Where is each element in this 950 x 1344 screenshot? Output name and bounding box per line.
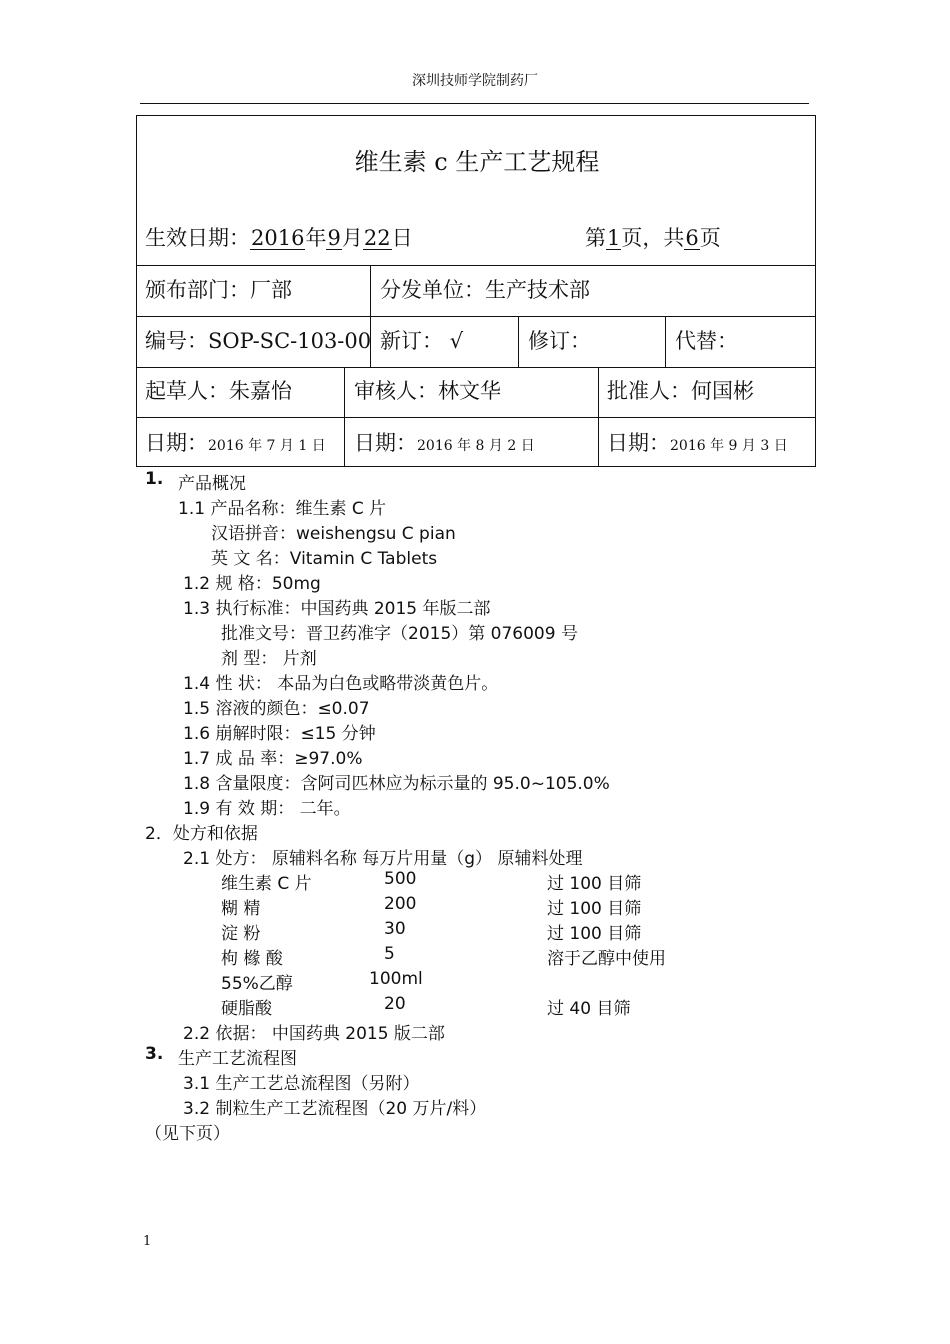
reviewer: 审核人：林文华: [354, 379, 501, 403]
recipe-amount: 200: [384, 894, 417, 914]
col-divider: [518, 316, 519, 367]
page-count: [585, 222, 721, 252]
section-2-title: 2．处方和依据: [145, 824, 258, 844]
page-prefix: 第: [585, 226, 606, 250]
pinyin-name: 汉语拼音：weishengsu C pian: [211, 524, 456, 544]
recipe-process: 溶于乙醇中使用: [547, 949, 666, 969]
document-title: 维生素 c 生产工艺规程: [354, 148, 600, 176]
drafter: 起草人：朱嘉怡: [145, 379, 292, 403]
col-divider: [370, 316, 371, 367]
section-3-number: 3.: [145, 1044, 164, 1064]
section-1-number: 1.: [145, 469, 164, 489]
granulation-flowchart: 3.2 制粒生产工艺流程图（20 万片/料）: [183, 1099, 487, 1119]
header-rule: [140, 103, 809, 104]
document-info-table: [136, 115, 816, 467]
overall-flowchart: 3.1 生产工艺总流程图（另附）: [183, 1074, 420, 1094]
recipe-header: 2.1 处方： 原辅料名称 每万片用量（g） 原辅料处理: [183, 849, 583, 869]
effective-year: 2016: [251, 226, 305, 250]
effective-date: [145, 222, 413, 252]
english-name: 英 文 名：Vitamin C Tablets: [211, 549, 438, 569]
basis: 2.2 依据： 中国药典 2015 版二部: [183, 1024, 445, 1044]
approve-date: [607, 427, 788, 457]
replace-field: 代替：: [675, 329, 738, 353]
new-order: [380, 325, 463, 355]
effective-day: 22: [363, 226, 391, 250]
see-next-page: （见下页）: [145, 1124, 230, 1144]
row-divider: [137, 417, 815, 418]
effective-date-label: 生效日期：: [145, 226, 250, 250]
approve-date-value: 2016 年 9 月 3 日: [670, 438, 788, 454]
recipe-name: 维生素 C 片: [221, 874, 312, 894]
yue-char: 月: [341, 226, 363, 250]
recipe-process: 过 100 目筛: [547, 924, 642, 944]
recipe-amount: 20: [384, 994, 406, 1014]
col-divider: [665, 316, 666, 367]
recipe-amount: 100ml: [369, 969, 423, 989]
check-mark-icon: √: [449, 329, 464, 353]
page-suffix: 页: [699, 226, 721, 250]
recipe-name: 55%乙醇: [221, 974, 293, 994]
date-label: 日期：: [354, 431, 417, 455]
solution-color: 1.5 溶液的颜色：≤0.07: [183, 699, 370, 719]
dosage-form: 剂 型： 片剂: [221, 649, 317, 669]
approver: 批准人：何国彬: [607, 379, 754, 403]
page-total: 6: [685, 226, 699, 250]
disintegration-time: 1.6 崩解时限：≤15 分钟: [183, 724, 376, 744]
shelf-life: 1.9 有 效 期： 二年。: [183, 799, 351, 819]
row-divider: [137, 265, 815, 266]
page-number: 1: [143, 1234, 152, 1249]
section-3-title: 生产工艺流程图: [178, 1049, 297, 1069]
specification: 1.2 规 格：50mg: [183, 574, 321, 594]
product-name: 1.1 产品名称：维生素 C 片: [178, 499, 387, 519]
draft-date-value: 2016 年 7 月 1 日: [208, 438, 326, 454]
distribute-unit: 分发单位：生产技术部: [380, 278, 590, 302]
effective-month: 9: [327, 226, 341, 250]
col-divider: [370, 265, 371, 316]
recipe-amount: 5: [384, 944, 395, 964]
page-mid: 页，共: [621, 226, 685, 250]
recipe-name: 糊 精: [221, 899, 261, 919]
row-divider: [137, 316, 815, 317]
recipe-process: 过 100 目筛: [547, 899, 642, 919]
recipe-name: 硬脂酸: [221, 999, 272, 1019]
appearance: 1.4 性 状： 本品为白色或略带淡黄色片。: [183, 674, 499, 694]
recipe-name: 枸 橼 酸: [221, 949, 283, 969]
draft-date: [145, 427, 326, 457]
date-label: 日期：: [607, 431, 670, 455]
section-1-title: 产品概况: [178, 474, 246, 494]
row-divider: [137, 367, 815, 368]
issue-dept: 颁布部门：厂部: [145, 278, 292, 302]
recipe-amount: 500: [384, 869, 417, 889]
recipe-process: 过 40 目筛: [547, 999, 631, 1019]
review-date: [354, 427, 535, 457]
nian-char: 年: [305, 226, 327, 250]
doc-code: 编号：SOP-SC-103-00: [145, 329, 372, 353]
standard: 1.3 执行标准：中国药典 2015 年版二部: [183, 599, 491, 619]
new-order-label: 新订：: [380, 329, 443, 353]
content-limit: 1.8 含量限度：含阿司匹林应为标示量的 95.0~105.0%: [183, 774, 610, 794]
recipe-name: 淀 粉: [221, 924, 261, 944]
date-label: 日期：: [145, 431, 208, 455]
recipe-process: 过 100 目筛: [547, 874, 642, 894]
page-current: 1: [607, 226, 621, 250]
revise-field: 修订：: [528, 329, 591, 353]
approval-number: 批准文号：晋卫药准字（2015）第 076009 号: [221, 624, 578, 644]
page-header-org: 深圳技师学院制药厂: [412, 73, 538, 89]
recipe-amount: 30: [384, 919, 406, 939]
review-date-value: 2016 年 8 月 2 日: [417, 438, 535, 454]
yield-rate: 1.7 成 品 率：≥97.0%: [183, 749, 363, 769]
ri-char: 日: [391, 226, 413, 250]
